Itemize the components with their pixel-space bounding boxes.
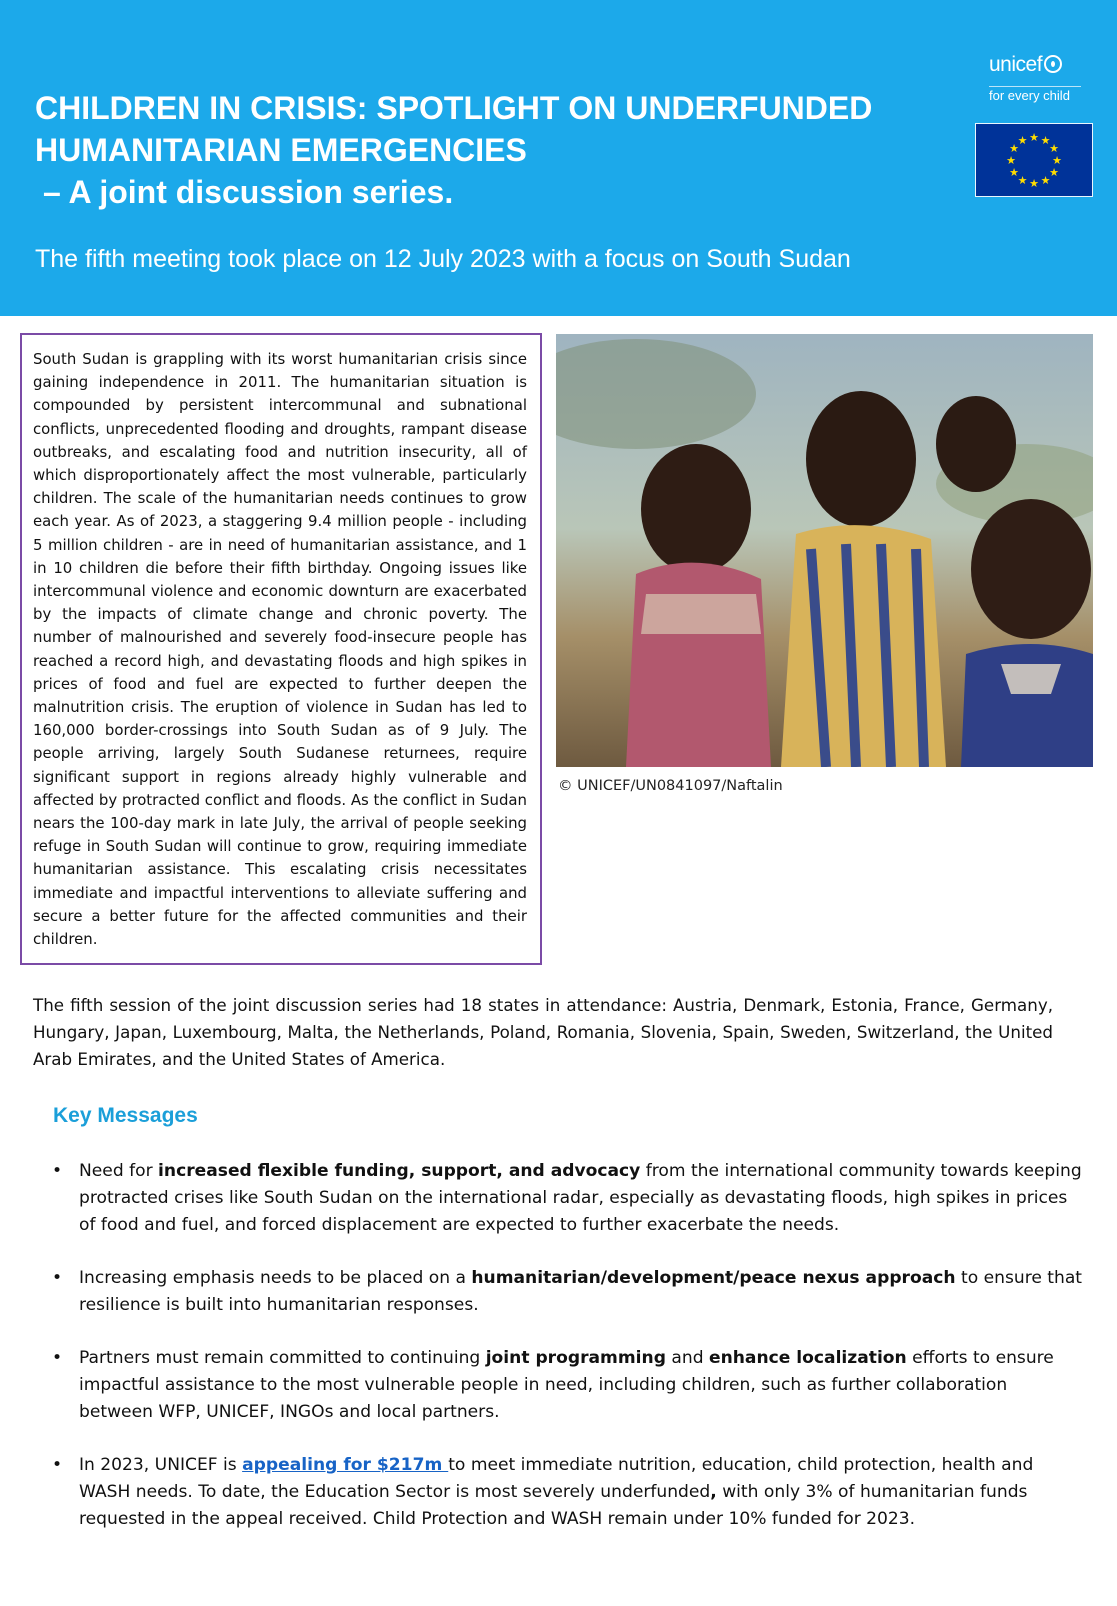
key-message-funding bbox=[52, 1158, 1082, 1239]
appeal-link[interactable]: appealing for $217m bbox=[242, 1455, 449, 1475]
eu-flag bbox=[975, 123, 1093, 197]
key-message-4-mid: to meet immediate nutrition, education, child protection, health and WASH needs. To date, the Education Sector is most severely underfunded bbox=[79, 1455, 1034, 1502]
key-message-nexus bbox=[52, 1265, 1082, 1319]
key-messages-list bbox=[52, 1158, 1082, 1533]
key-message-2-post: to ensure that resilience is built into humanitarian responses. bbox=[79, 1268, 1083, 1315]
svg-text:★: ★ bbox=[1017, 174, 1028, 187]
svg-text:★: ★ bbox=[1049, 166, 1059, 179]
svg-text:★: ★ bbox=[1052, 154, 1062, 167]
children-photo-image bbox=[556, 334, 1093, 767]
unicef-tagline: for every child bbox=[989, 86, 1081, 103]
globe-icon bbox=[1044, 55, 1062, 73]
children-photo bbox=[556, 334, 1093, 767]
svg-text:★: ★ bbox=[1029, 177, 1039, 190]
intro-paragraph: South Sudan is grappling with its worst humanitarian crisis since gaining independence in 2011. The humanitarian situation is compounded by persistent intercommunal and subnational conflicts, unprecedented flooding and droughts, rampant disease outbreaks, and escalating food and nutrition insecurity, all of which disproportionately affect the most vulnerable, particularly children. The scale of the humanitarian needs continues to grow each year. As of 2023, a staggering 9.4 million people - including 5 million children - are in need of humanitarian assistance, and 1 in 10 children die before their fifth birthday. Ongoing issues like intercommunal violence and economic downturn are exacerbated by the impacts of climate change and chronic poverty. The number of malnourished and severely food-insecure people has reached a record high, and devastating floods and high spikes in prices of food and fuel are expected to further deepen the malnutrition crisis. The eruption of violence in Sudan has led to 160,000 border-crossings into South Sudan as of 9 July. The people arriving, largely South Sudanese returnees, require significant support in regions already highly vulnerable and affected by protracted conflict and floods. As the conflict in Sudan nears the 100-day mark in late July, the arrival of people seeking refuge in South Sudan will continue to grow, requiring immediate humanitarian assistance. This escalating crisis necessitates immediate and impactful interventions to alleviate suffering and secure a better future for the affected communities and their children. bbox=[33, 350, 527, 949]
svg-text:★: ★ bbox=[1029, 131, 1039, 144]
key-message-2-bold: humanitarian/development/peace nexus approach bbox=[471, 1268, 956, 1288]
key-message-2-pre: Increasing emphasis needs to be placed on a bbox=[79, 1268, 472, 1288]
attendance-paragraph: The fifth session of the joint discussion series had 18 states in attendance: Austria, Denmark, Estonia, France, Germany, Hungary, Japan, Luxembourg, Malta, the Netherlands, Poland, Romania, Slovenia, Spain, Sweden, Switzerland, the United Arab Emirates, and the United States of America. bbox=[33, 995, 1053, 1069]
unicef-wordmark bbox=[989, 54, 1099, 76]
eu-flag-stars-icon bbox=[976, 124, 1092, 196]
key-message-3-bold-1: joint programming bbox=[485, 1348, 666, 1368]
svg-text:★: ★ bbox=[1040, 174, 1051, 187]
page-subtitle: The fifth meeting took place on 12 July 2023 with a focus on South Sudan bbox=[35, 245, 851, 273]
key-message-3-pre: Partners must remain committed to continuing bbox=[79, 1348, 486, 1368]
svg-text:★: ★ bbox=[1040, 134, 1051, 147]
key-message-3-bold-2: enhance localization bbox=[708, 1348, 907, 1368]
key-message-1-pre: Need for bbox=[79, 1161, 159, 1181]
title-line-1: CHILDREN IN CRISIS: SPOTLIGHT ON UNDERFUNDED bbox=[35, 90, 873, 126]
unicef-logo bbox=[989, 54, 1099, 103]
key-message-4-comma: , bbox=[710, 1482, 717, 1502]
header-banner bbox=[0, 0, 1117, 316]
svg-text:★: ★ bbox=[1009, 142, 1019, 155]
svg-text:★: ★ bbox=[1006, 154, 1016, 167]
title-line-2: HUMANITARIAN EMERGENCIES bbox=[35, 132, 527, 168]
svg-text:★: ★ bbox=[1049, 142, 1059, 155]
key-messages-heading: Key Messages bbox=[53, 1104, 198, 1127]
key-message-3-mid: and bbox=[665, 1348, 709, 1368]
key-message-localization bbox=[52, 1345, 1082, 1426]
key-message-4-pre: In 2023, UNICEF is bbox=[79, 1455, 243, 1475]
title-line-3: – A joint discussion series. bbox=[43, 174, 454, 210]
svg-text:★: ★ bbox=[1017, 134, 1028, 147]
key-message-appeal bbox=[52, 1452, 1082, 1533]
key-message-1-post: from the international community towards keeping protracted crises like South Sudan on the international radar, especially as devastating floods, high spikes in prices of food and fuel, and forced displacement are expected to further exacerbate the needs. bbox=[79, 1161, 1082, 1235]
page-title bbox=[35, 87, 955, 213]
intro-text-box bbox=[20, 333, 542, 965]
key-message-3-post: efforts to ensure impactful assistance to the most vulnerable people in need, including children, such as further collaboration between WFP, UNICEF, INGOs and local partners. bbox=[79, 1348, 1054, 1422]
key-message-4-post: with only 3% of humanitarian funds requested in the appeal received. Child Protection and WASH remain under 10% funded for 2023. bbox=[79, 1482, 1028, 1529]
key-message-1-bold: increased flexible funding, support, and advocacy bbox=[158, 1161, 641, 1181]
unicef-logo-name: unicef bbox=[989, 53, 1043, 76]
photo-credit: © UNICEF/UN0841097/Naftalin bbox=[558, 778, 783, 794]
svg-text:★: ★ bbox=[1009, 166, 1019, 179]
